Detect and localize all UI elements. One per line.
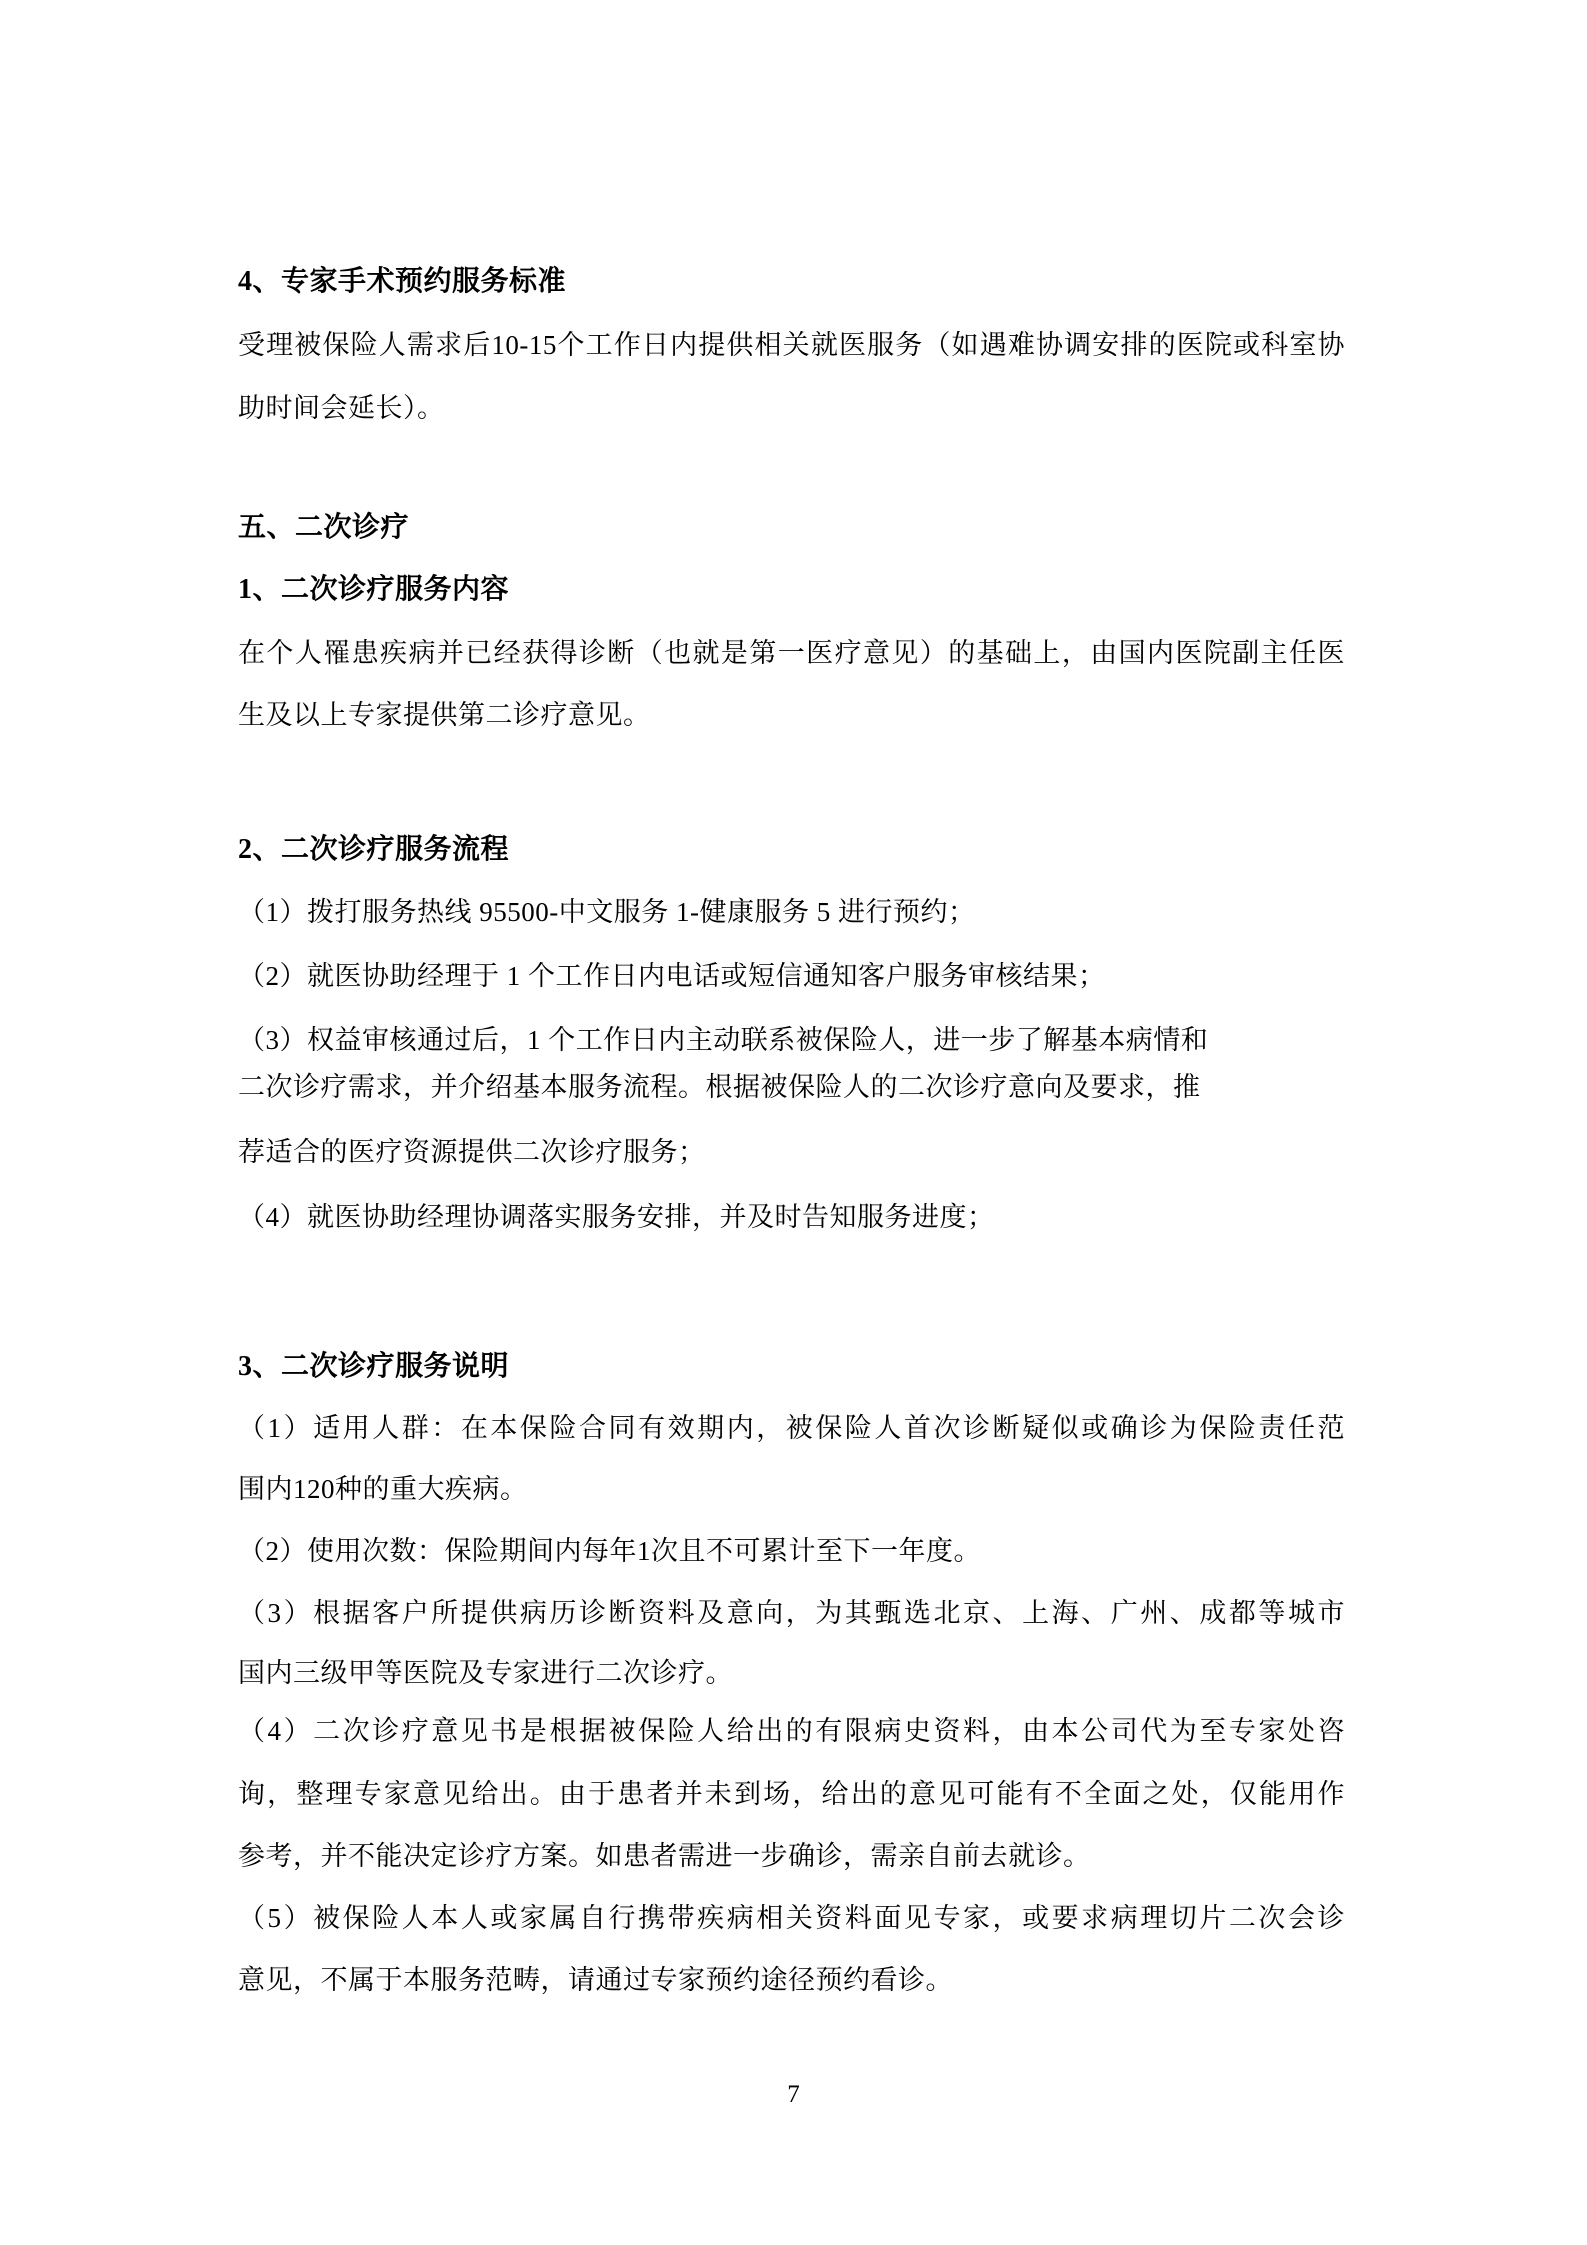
heading-second-opinion-content: 1、二次诊疗服务内容 xyxy=(238,574,510,605)
doc-line: （2）就医协助经理于 1 个工作日内电话或短信通知客户服务审核结果； xyxy=(238,961,1106,991)
doc-line: （5）被保险人本人或家属自行携带疾病相关资料面见专家，或要求病理切片二次会诊 xyxy=(238,1903,1345,1933)
doc-line: 围内120种的重大疾病。 xyxy=(238,1474,528,1504)
doc-line: （3）根据客户所提供病历诊断资料及意向，为其甄选北京、上海、广州、成都等城市 xyxy=(238,1598,1345,1628)
doc-line: （4）二次诊疗意见书是根据被保险人给出的有限病史资料，由本公司代为至专家处咨 xyxy=(238,1716,1345,1746)
doc-line: 在个人罹患疾病并已经获得诊断（也就是第一医疗意见）的基础上，由国内医院副主任医 xyxy=(238,638,1345,668)
doc-line: 国内三级甲等医院及专家进行二次诊疗。 xyxy=(238,1658,733,1688)
doc-line: 荐适合的医疗资源提供二次诊疗服务； xyxy=(238,1137,706,1167)
heading-second-opinion-process: 2、二次诊疗服务流程 xyxy=(238,834,510,865)
doc-line: （1）适用人群：在本保险合同有效期内，被保险人首次诊断疑似或确诊为保险责任范 xyxy=(238,1413,1345,1443)
heading-expert-surgery-standard: 4、专家手术预约服务标准 xyxy=(238,266,567,297)
doc-line: 助时间会延长）。 xyxy=(238,393,445,423)
doc-line: 生及以上专家提供第二诊疗意见。 xyxy=(238,700,651,730)
doc-line: （3）权益审核通过后，1 个工作日内主动联系被保险人，进一步了解基本病情和 xyxy=(238,1025,1209,1055)
doc-line: （4）就医协助经理协调落实服务安排，并及时告知服务进度； xyxy=(238,1202,995,1232)
doc-line: 询，整理专家意见给出。由于患者并未到场，给出的意见可能有不全面之处，仅能用作 xyxy=(238,1779,1345,1809)
heading-second-opinion-notes: 3、二次诊疗服务说明 xyxy=(238,1351,510,1382)
doc-line: 参考，并不能决定诊疗方案。如患者需进一步确诊，需亲自前去就诊。 xyxy=(238,1841,1091,1871)
page-number: 7 xyxy=(787,2081,800,2108)
heading-section-5-second-opinion: 五、二次诊疗 xyxy=(238,512,410,543)
doc-line: 受理被保险人需求后10-15个工作日内提供相关就医服务（如遇难协调安排的医院或科室协 xyxy=(238,330,1345,360)
doc-line: 二次诊疗需求，并介绍基本服务流程。根据被保险人的二次诊疗意向及要求，推 xyxy=(238,1072,1201,1102)
doc-line: （1）拨打服务热线 95500-中文服务 1-健康服务 5 进行预约； xyxy=(238,897,976,927)
doc-line: （2）使用次数：保险期间内每年1次且不可累计至下一年度。 xyxy=(238,1536,981,1566)
doc-line: 意见，不属于本服务范畴，请通过专家预约途径预约看诊。 xyxy=(238,1965,953,1995)
